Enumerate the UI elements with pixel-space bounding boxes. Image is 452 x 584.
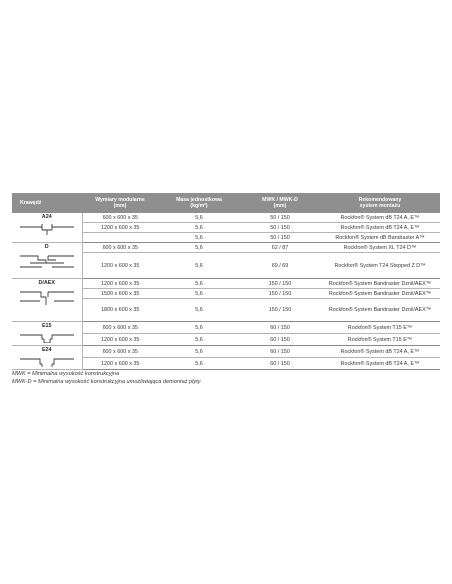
mass-cell: 5,6 [158,223,240,233]
system-cell: Rockfon® System Bandraster Dznil/AEX™ [320,279,440,289]
dimensions-cell [82,233,158,243]
edge-profile-d-icon [16,251,78,276]
mass-cell: 5,6 [158,213,240,223]
edge-box [12,322,82,345]
specification-table-container [12,193,440,370]
table-row [12,279,440,289]
mass-cell: 5,6 [158,299,240,322]
system-cell: Rockfon® System T15 E™ [320,322,440,334]
system-cell: Rockfon® System dB T24 A, E™ [320,346,440,358]
table-body [12,213,440,370]
specification-table [12,193,440,370]
table-row [12,243,440,253]
table-row [12,346,440,358]
edge-box [12,279,82,321]
header-mwk: MWK / MWK-D (mm) [240,193,320,213]
dimensions-cell: 600 x 600 x 35 [82,213,158,223]
dimensions-cell: 1200 x 600 x 35 [82,334,158,346]
dimensions-cell: 600 x 600 x 35 [82,243,158,253]
edge-profile-a24-icon [16,221,78,239]
header-edge: Krawędź [12,193,82,213]
mass-cell: 5,6 [158,322,240,334]
mass-cell: 5,6 [158,358,240,370]
mass-cell: 5,6 [158,233,240,243]
edge-label: E24 [41,347,52,353]
edge-box [12,243,82,278]
header-system: Rekomendowany system montażu [320,193,440,213]
edge-profile-daex-icon [16,287,78,318]
edge-label: E15 [41,323,52,329]
mass-cell: 5,6 [158,346,240,358]
mwk-cell: 62 / 87 [240,243,320,253]
dimensions-cell: 1200 x 600 x 35 [82,253,158,279]
dimensions-cell: 1800 x 600 x 35 [82,299,158,322]
system-cell: Rockfon® System T24 Stepped Z D™ [320,253,440,279]
footnote-mwk: MWK = Minimalna wysokość konstrukcyjna [12,371,120,377]
edge-cell [12,279,82,322]
system-cell: Rockfon® System XL T24 D™ [320,243,440,253]
edge-label: D/AEX [38,280,55,286]
table-header-row [12,193,440,213]
system-cell: Rockfon® System T15 E™ [320,334,440,346]
system-cell: Rockfon® System dB T24 A, E™ [320,223,440,233]
mwk-cell: 69 / 69 [240,253,320,279]
footnote-mwk-d: MWK-D = Minimalna wysokość konstrukcyjna umożliwiająca demontaż płyty [12,379,201,385]
header-mass: Masa jednostkowa (kg/m²) [158,193,240,213]
dimensions-cell: 600 x 600 x 35 [82,346,158,358]
mass-cell: 5,6 [158,289,240,299]
edge-box [12,213,82,242]
system-cell: Rockfon® System dB Bandraster A™ [320,233,440,243]
footnotes [12,370,201,386]
mass-cell: 5,6 [158,243,240,253]
edge-box [12,346,82,369]
edge-profile-e15-icon [16,330,78,343]
edge-cell [12,322,82,346]
system-cell: Rockfon® System dB T24 A, E™ [320,213,440,223]
table-row [12,213,440,223]
mass-cell: 5,6 [158,334,240,346]
system-cell: Rockfon® System Bandraster Dznil/AEX™ [320,299,440,322]
system-cell: Rockfon® System Bandraster Dznil/AEX™ [320,289,440,299]
system-cell: Rockfon® System dB T24 A, E™ [320,358,440,370]
mwk-cell: 150 / 150 [240,299,320,322]
edge-cell [12,346,82,370]
mwk-cell: 150 / 150 [240,279,320,289]
dimensions-cell: 1200 x 600 x 35 [82,279,158,289]
mwk-cell: 60 / 150 [240,346,320,358]
edge-profile-e24-icon [16,354,78,367]
mass-cell: 5,6 [158,253,240,279]
mwk-cell: 50 / 150 [240,213,320,223]
mwk-cell: 60 / 150 [240,334,320,346]
dimensions-cell: 1200 x 600 x 35 [82,358,158,370]
mwk-cell: 60 / 150 [240,322,320,334]
mwk-cell: 150 / 150 [240,289,320,299]
dimensions-cell: 1200 x 600 x 35 [82,223,158,233]
edge-cell [12,243,82,279]
dimensions-cell: 600 x 600 x 35 [82,322,158,334]
mass-cell: 5,6 [158,279,240,289]
dimensions-cell: 1500 x 600 x 35 [82,289,158,299]
mwk-cell: 50 / 150 [240,233,320,243]
mwk-cell: 60 / 150 [240,358,320,370]
mwk-cell: 50 / 150 [240,223,320,233]
edge-cell [12,213,82,243]
header-dimensions: Wymiary modularne (mm) [82,193,158,213]
table-row [12,322,440,334]
edge-label: A24 [41,214,52,220]
edge-label: D [44,244,49,250]
